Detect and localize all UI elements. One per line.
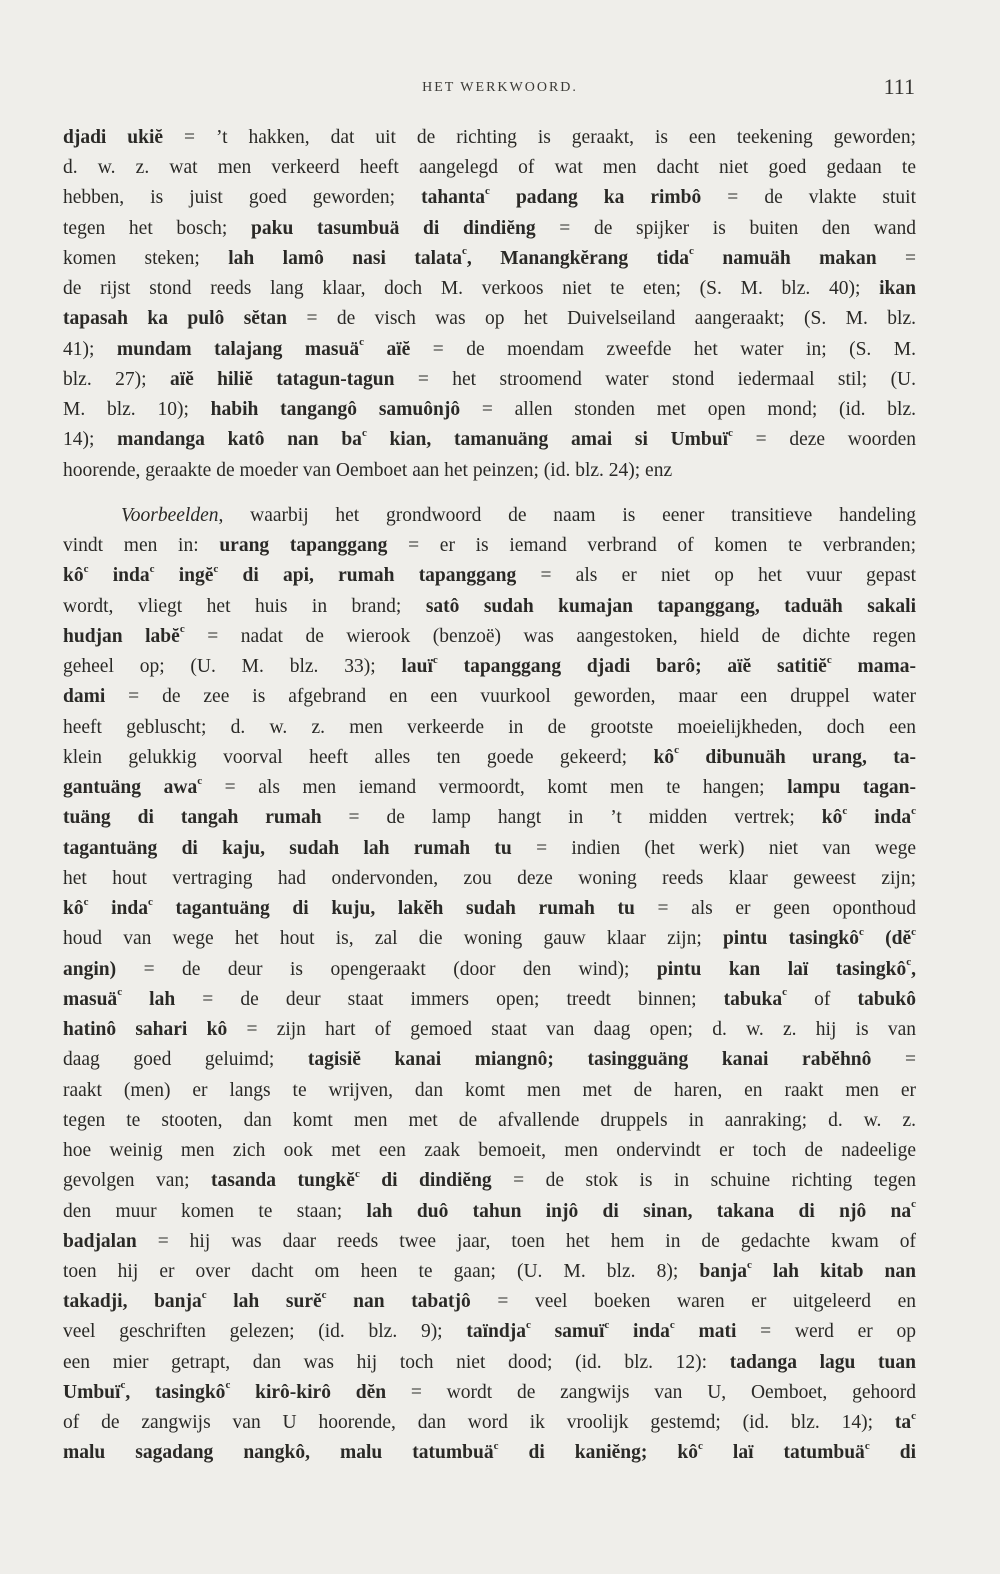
- text-line: gantuäng awa$^c$ = als men iemand vermoordt, komt men te hangen; lampu tagan-: [63, 774, 916, 799]
- text-line: Voorbeelden, waarbij het grondwoord de naam is eener transitieve handeling: [121, 505, 916, 526]
- text-line: gevolgen van; tasanda tungkĕ$^c$ di dindiĕng = de stok is in schuine richting tegen: [63, 1167, 916, 1192]
- text-line: $kô^c$ inda$^c$ tagantuäng di kuju, lakĕh sudah rumah tu = als er geen oponthoud: [63, 895, 916, 920]
- text-line: 14); mandanga katô nan $ba^c$ kian, tamanuäng amai si Umbuï$^c$ = deze woorden: [63, 426, 916, 451]
- text-line: hoe weinig men zich ook met een zaak bemoeit, men ondervindt er toch de nadeelige: [63, 1140, 916, 1162]
- text-line: dami = de zee is afgebrand en een vuurkool geworden, maar een druppel water: [63, 686, 916, 708]
- text-line: hatinô sahari kô = zijn hart of gemoed staat van daag open; d. w. z. hij is van: [63, 1019, 917, 1041]
- text-line: hebben, is juist goed geworden; tahanta$^c$ padang ka rimbô = de vlakte stuit: [63, 184, 916, 209]
- text-line: vindt men in: urang tapanggang = er is iemand verbrand of komen te verbranden;: [63, 535, 917, 557]
- text-line: d. w. z. wat men verkeerd heeft aangelegd of wat men dacht niet goed gedaan te: [63, 157, 916, 179]
- text-line: angin) = de deur is opengeraakt (door den wind); pintu kan laï tasingkô$^c$,: [63, 956, 916, 980]
- text-line: komen steken; lah lamô nasi talata$^c$, Manangkĕrang tida$^c$ namuäh makan =: [63, 245, 917, 269]
- text-line: de rijst stond reeds lang klaar, doch M. verkoos niet te eten; (S. M. blz. 40); ikan: [63, 278, 916, 300]
- text-line: den muur komen te staan; lah duô tahun injô di sinan, takana di njô $na^c$: [63, 1198, 917, 1222]
- text-line: tagantuäng di kaju, sudah lah rumah tu = indien (het werk) niet van wege: [63, 837, 916, 859]
- page-number: 111: [883, 74, 915, 99]
- text-line: tegen te stooten, dan komt men met de afvallende druppels in aanraking; d. w. z.: [63, 1109, 916, 1131]
- text-line: M. blz. 10); habih tangangô samuônjô = allen stonden met open mond; (id. blz.: [63, 399, 917, 421]
- text-line: djadi ukiĕ = ’t hakken, dat uit de richting is geraakt, is een teekening geworden;: [63, 127, 916, 148]
- text-line: klein gelukkig voorval heeft alles ten goede gekeerd; $kô^c$ dibunuäh urang, ta-: [63, 744, 916, 768]
- text-line: of de zangwijs van U hoorende, dan word ik vroolijk gestemd; (id. blz. 14); $ta^c$: [63, 1409, 916, 1434]
- running-head: HET WERKWOORD.: [422, 80, 578, 95]
- page-header: [0, 74, 1000, 104]
- text-line: blz. 27); aïĕ hiliĕ tatagun-tagun = het stroomend water stond iedermaal stil; (U.: [63, 368, 917, 390]
- text-line: $kô^c$ inda$^c$ ingĕ$^c$ di api, rumah tapanggang = als er niet op het vuur gepast: [63, 562, 916, 587]
- text-line: malu sagadang nangkô, malu tatumbuä$^c$ di kaniĕng; $kô^c$ laï tatumbuä$^c$ di: [63, 1439, 916, 1464]
- text-line: badjalan = hij was daar reeds twee jaar, toen het hem in de gedachte kwam of: [63, 1230, 916, 1252]
- text-line: 41); mundam talajang masuä$^c$ aïĕ = de moendam zweefde het water in; (S. M.: [63, 336, 917, 360]
- text-line: Umbuï$^c$, tasingkô$^c$ kirô-kirô dĕn = wordt de zangwijs van U, Oemboet, gehoord: [63, 1379, 916, 1403]
- text-line: raakt (men) er langs te wrijven, dan komt men met de haren, en raakt men er: [63, 1079, 916, 1101]
- text-line: veel geschriften gelezen; (id. blz. 9); taïndja$^c$ samuï$^c$ inda$^c$ mati = werd er op: [63, 1318, 916, 1343]
- text-line: daag goed geluimd; tagisiĕ kanai miangnô; tasingguäng kanai rabĕhnô =: [63, 1049, 917, 1071]
- text-line: tapasah ka pulô sĕtan = de visch was op het Duivelseiland aangeraakt; (S. M. blz.: [63, 308, 916, 330]
- text-line: hudjan labĕ$^c$ = nadat de wierook (benzoë) was aangestoken, hield de dichte regen: [63, 623, 916, 647]
- text-line: hoorende, geraakte de moeder van Oemboet aan het peinzen; (id. blz. 24); enz: [63, 459, 673, 481]
- text-line: takadji, banja$^c$ lah surĕ$^c$ nan tabatjô = veel boeken waren er uitgeleerd en: [63, 1288, 916, 1313]
- text-line: tuäng di tangah rumah = de lamp hangt in ’t midden vertrek; $kô^c$ inda$^c$: [63, 804, 916, 829]
- text-line: tegen het bosch; paku tasumbuä di dindiĕng = de spijker is buiten den wand: [63, 217, 916, 239]
- text-line: masuä$^c$ lah = de deur staat immers open; treedt binnen; tabuka$^c$ of tabukô: [63, 986, 917, 1010]
- text-line: heeft gebluscht; d. w. z. men verkeerde in de grootste moeielijkheden, doch een: [63, 716, 916, 738]
- text-line: een mier getrapt, dan was hij toch niet dood; (id. blz. 12): tadanga lagu tuan: [63, 1351, 916, 1373]
- text-line: toen hij er over dacht om heen te gaan; (U. M. blz. 8); banja$^c$ lah kitab nan: [63, 1258, 916, 1282]
- text-line: wordt, vliegt het huis in brand; satô sudah kumajan tapanggang, taduäh sakali: [63, 595, 917, 617]
- text-line: geheel op; (U. M. blz. 33); lauï$^c$ tapanggang djadi barô; aïĕ satitiĕ$^c$ mama-: [63, 653, 917, 678]
- text-line: het hout vertraging had ondervonden, zou deze woning reeds klaar geweest zijn;: [63, 867, 916, 889]
- text-line: houd van wege het hout is, zal die woning gauw klaar zijn; pintu tasingkô$^c$ ($dĕ^c$: [63, 925, 917, 950]
